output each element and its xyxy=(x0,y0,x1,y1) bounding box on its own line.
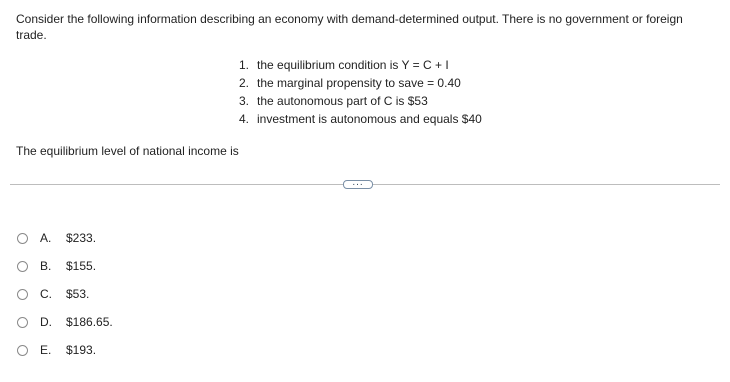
list-number: 4. xyxy=(239,112,250,126)
list-item xyxy=(239,56,482,74)
list-item-text: the autonomous part of C is $53 xyxy=(257,94,428,108)
radio-button-icon[interactable] xyxy=(17,261,28,272)
radio-button-icon[interactable] xyxy=(17,289,28,300)
expand-button[interactable] xyxy=(343,176,373,189)
option-value: $53. xyxy=(66,287,90,301)
option-b[interactable] xyxy=(17,252,113,280)
question-intro: Consider the following information describing an economy with demand-determined output. There is no government or foreign trade. xyxy=(16,12,683,42)
option-letter: A. xyxy=(40,231,52,245)
list-number: 2. xyxy=(239,76,250,90)
option-a[interactable] xyxy=(17,224,113,252)
option-e[interactable] xyxy=(17,336,113,364)
option-value: $155. xyxy=(66,259,97,273)
list-number: 1. xyxy=(239,58,250,72)
ellipsis-icon: ... xyxy=(352,176,364,188)
list-item-text: the marginal propensity to save = 0.40 xyxy=(257,76,461,90)
option-value: $186.65. xyxy=(66,315,113,329)
option-d[interactable] xyxy=(17,308,113,336)
list-item-text: the equilibrium condition is Y = C + I xyxy=(257,58,449,72)
option-value: $233. xyxy=(66,231,97,245)
question-prompt: The equilibrium level of national income is xyxy=(16,144,239,158)
option-value: $193. xyxy=(66,343,97,357)
radio-button-icon[interactable] xyxy=(17,345,28,356)
option-letter: B. xyxy=(40,259,52,273)
list-number: 3. xyxy=(239,94,250,108)
list-item xyxy=(239,92,482,110)
list-item-text: investment is autonomous and equals $40 xyxy=(257,112,482,126)
list-item xyxy=(239,110,482,128)
list-item xyxy=(239,74,482,92)
conditions-list xyxy=(239,56,482,128)
option-letter: C. xyxy=(40,287,52,301)
radio-button-icon[interactable] xyxy=(17,233,28,244)
answer-options xyxy=(17,224,113,364)
option-letter: D. xyxy=(40,315,52,329)
option-c[interactable] xyxy=(17,280,113,308)
option-letter: E. xyxy=(40,343,52,357)
radio-button-icon[interactable] xyxy=(17,317,28,328)
